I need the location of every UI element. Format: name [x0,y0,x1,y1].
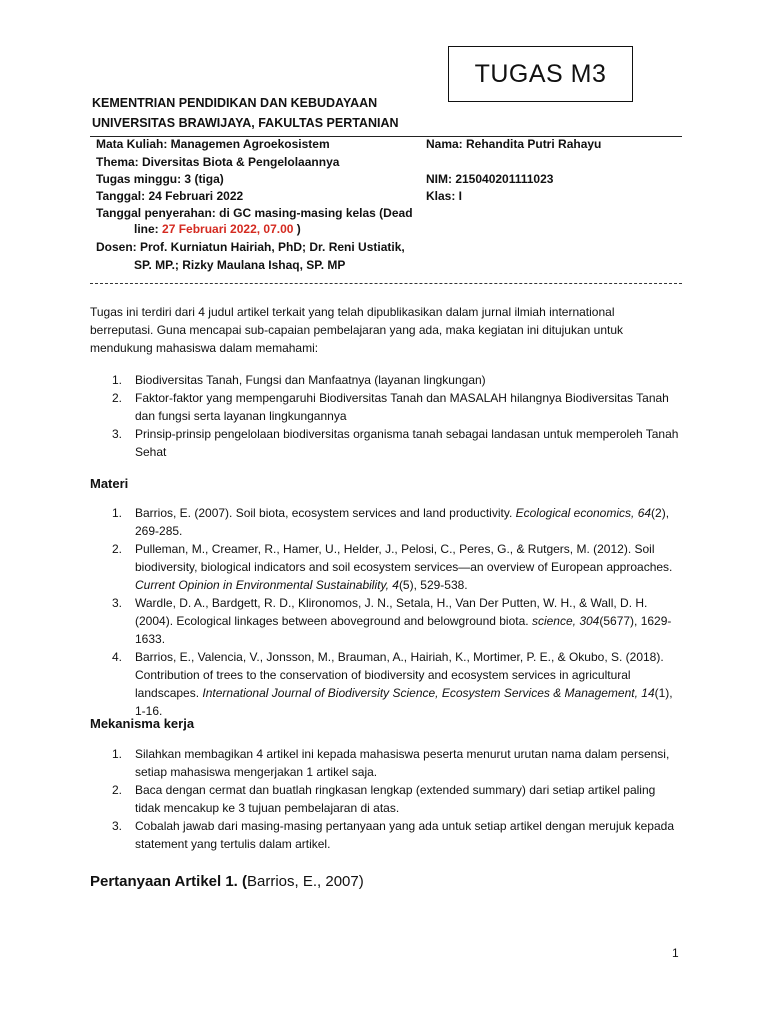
reference-authors: Barrios, E., Valencia, V., Jonsson, M., Brauman, A., Hairiah, K., Mortimer, P. E., & Okubo, S. (2018). Contribution of trees to the conservation of biodiversity and ecosystem services in agricultural landscapes. [135,650,664,700]
reference-pages: (1), 1-16. [135,686,673,718]
list-item [90,371,682,389]
reference-volume: 64 [637,506,652,520]
institution-university: UNIVERSITAS BRAWIJAYA, FAKULTAS PERTANIAN [92,116,399,130]
mekanisme-heading: Mekanisma kerja [90,716,195,731]
list-text: Prinsip-prinsip pengelolaan biodiversitas organisma tanah sebagai landasan untuk memperoleh Tanah Sehat [135,427,679,459]
question-heading [90,873,364,890]
reference-sep: , [385,578,393,592]
student-class: Klas: I [426,189,463,203]
deadline-close: ) [293,222,301,236]
student-name: Nama: Rehandita Putri Rahayu [426,137,602,151]
list-item [90,781,682,817]
week-info: Tugas minggu: 3 (tiga) [96,172,224,186]
reference-journal: Ecological economics [515,506,632,520]
reference-authors: Pulleman, M., Creamer, R., Hamer, U., Helder, J., Pelosi, C., Peres, G., & Rutgers, M. (2012). Soil biodiversity, biological indicators and soil ecosystem services—an overview of European approaches. [135,542,673,574]
list-number: 2. [112,542,123,556]
reference-item [90,540,682,594]
reference-volume: 14 [641,686,655,700]
reference-authors: Wardle, D. A., Bardgett, R. D., Klironomos, J. N., Setala, H., Van Der Putten, W. H., & Wall, D. H. (2004). Ecological linkages between aboveground and belowground biota. [135,596,648,628]
materi-list [90,504,682,720]
list-number: 3. [112,596,123,610]
submission-info: Tanggal penyerahan: di GC masing-masing kelas (Dead [96,206,413,220]
reference-item [90,594,682,648]
list-text: Cobalah jawab dari masing-masing pertanyaan yang ada untuk setiap artikel dengan merujuk kepada statement yang tertulis dalam artikel. [135,819,675,851]
list-text: Baca dengan cermat dan buatlah ringkasan lengkap (extended summary) dari setiap artikel paling tidak mencakup ke 3 tujuan pembelajaran di atas. [135,783,656,815]
mekanisme-list [90,745,682,853]
reference-sep: , [572,614,580,628]
course-info: Mata Kuliah: Managemen Agroekosistem [96,137,330,151]
list-number: 1. [112,747,123,761]
reference-journal: science [531,614,573,628]
reference-volume: 304 [579,614,600,628]
reference-volume: 4 [392,578,399,592]
page-number: 1 [672,946,679,960]
list-text: Silahkan membagikan 4 artikel ini kepada mahasiswa peserta menurut urutan nama dalam persensi, setiap mahasiswa mengerjakan 1 artikel saja. [135,747,670,779]
deadline-info [134,222,301,236]
list-number: 1. [112,506,123,520]
objectives-list [90,371,682,461]
date-info: Tanggal: 24 Februari 2022 [96,189,244,203]
reference-pages: (2), 269-285. [135,506,670,538]
deadline-label: line: [134,222,163,236]
reference-sep: , [631,506,638,520]
student-nim: NIM: 215040201111023 [426,172,554,186]
deadline-value: 27 Februari 2022, 07.00 [162,222,294,236]
list-number: 3. [112,819,123,833]
list-item [90,389,682,425]
reference-pages: (5), 529-538. [398,578,468,592]
question-heading-title: Pertanyaan Artikel 1. ( [90,873,248,890]
intro-paragraph: Tugas ini terdiri dari 4 judul artikel terkait yang telah dipublikasikan dalam jurnal ilmiah international berreputasi. Guna mencapai sub-capaian pembelajaran yang ada, maka kegiatan ini ditujukan untuk mendukung mahasiswa dalam memahami: [90,305,624,355]
list-item [90,817,682,853]
reference-item [90,504,682,540]
list-number: 1. [112,373,123,387]
list-text: Biodiversitas Tanah, Fungsi dan Manfaatnya (layanan lingkungan) [135,373,486,387]
list-number: 3. [112,427,123,441]
institution-ministry: KEMENTRIAN PENDIDIKAN DAN KEBUDAYAAN [92,96,378,110]
list-number: 4. [112,650,123,664]
reference-journal: International Journal of Biodiversity Science, Ecosystem Services & Management [202,686,635,700]
reference-pages: (5677), 1629-1633. [135,614,672,646]
reference-item [90,648,682,720]
materi-heading: Materi [90,476,129,491]
assignment-title-box: TUGAS M3 [448,46,633,102]
list-number: 2. [112,391,123,405]
theme-info: Thema: Diversitas Biota & Pengelolaannya [96,155,340,169]
lecturers-info-continued: SP. MP.; Rizky Maulana Ishaq, SP. MP [134,258,346,272]
list-item [90,745,682,781]
header-separator-line [90,283,682,284]
list-item [90,425,682,461]
reference-journal: Current Opinion in Environmental Sustainability [135,578,386,592]
list-text: Faktor-faktor yang mempengaruhi Biodiversitas Tanah dan MASALAH hilangnya Biodiversitas Tanah dan fungsi serta layanan lingkungannya [135,391,669,423]
reference-sep: , [634,686,642,700]
question-heading-citation: Barrios, E., 2007) [247,873,364,890]
reference-authors: Barrios, E. (2007). Soil biota, ecosystem services and land productivity. [135,506,516,520]
list-number: 2. [112,783,123,797]
lecturers-info: Dosen: Prof. Kurniatun Hairiah, PhD; Dr. Reni Ustiatik, [96,240,405,254]
